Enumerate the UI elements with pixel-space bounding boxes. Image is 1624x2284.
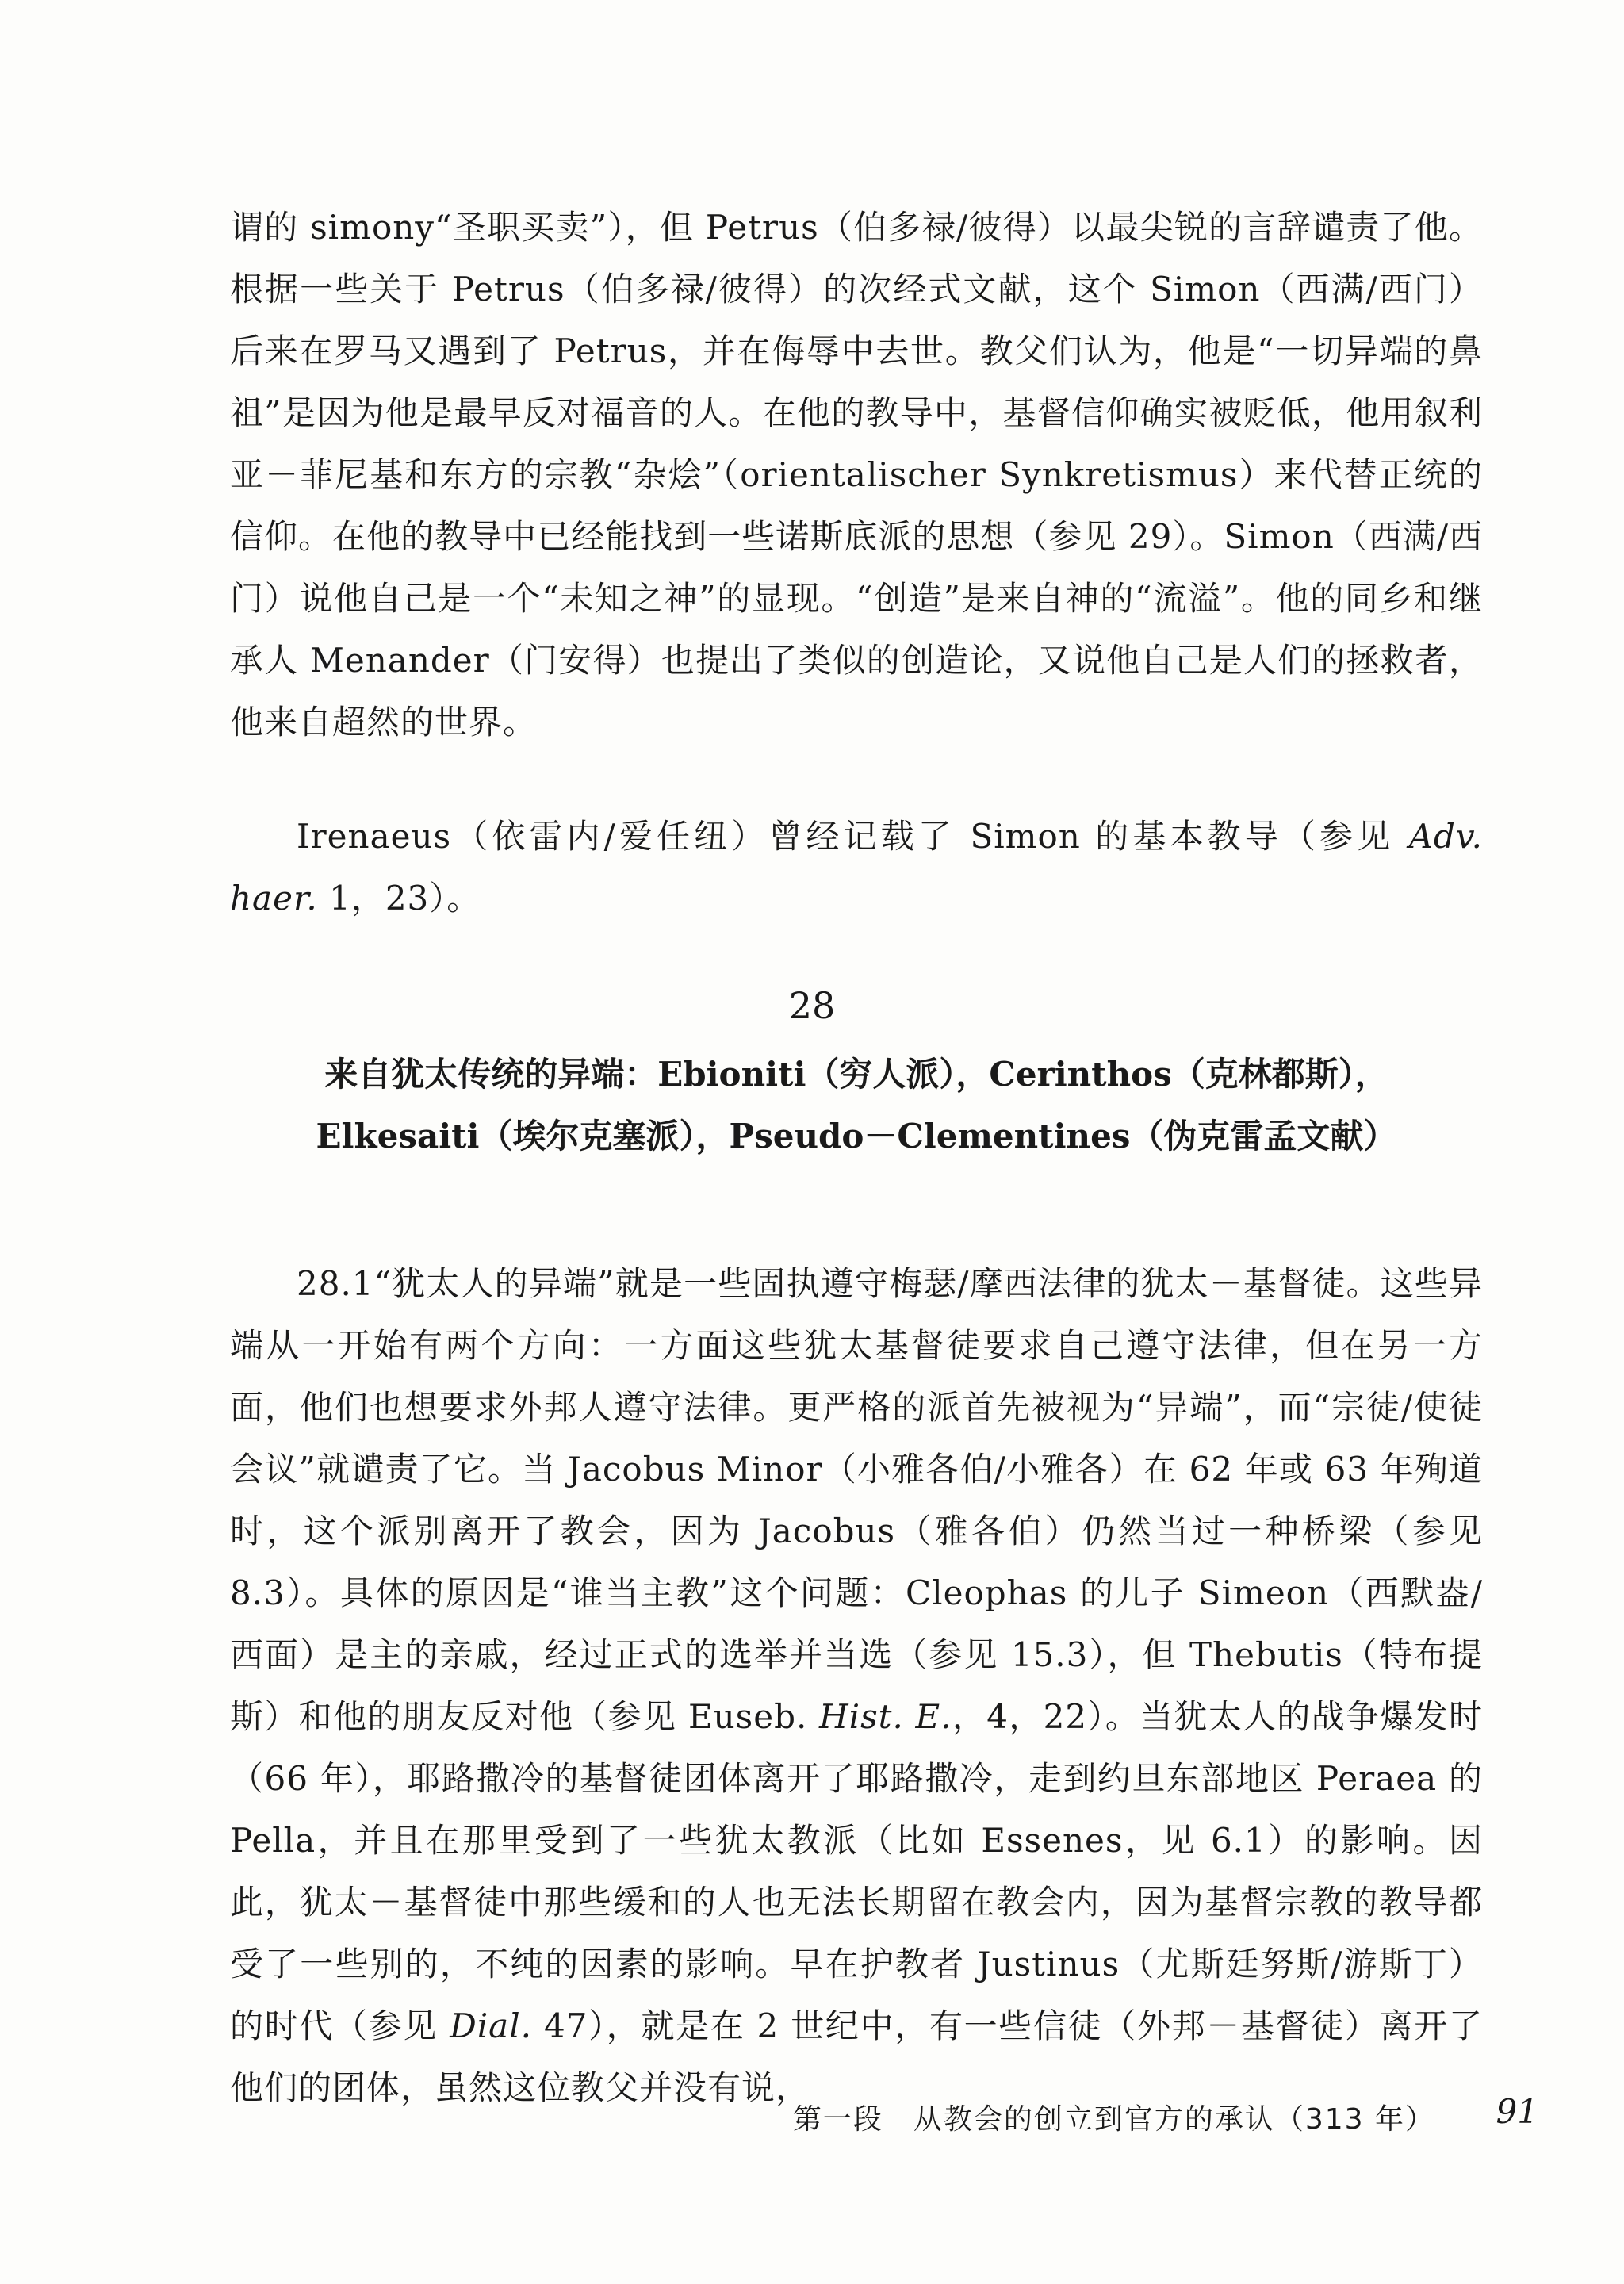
page-number: 91 (1496, 2092, 1538, 2131)
paragraph-continued (230, 197, 1483, 753)
footer-chapter-title: 第一段 从教会的创立到官方的承认（313 年） (792, 2103, 1435, 2136)
citation-italic: Hist. E. (819, 1697, 952, 1736)
paragraph-text-part: 47），就是在 2 世纪中，有一些信徒（外邦－基督徒）离开了他们的团体，虽然这位教父并没有说， (230, 2006, 1484, 2107)
citation-italic: Dial. (450, 2006, 532, 2045)
running-footer (230, 2092, 1538, 2140)
paragraph-text (230, 1253, 1483, 2119)
paragraph-28-1 (230, 1253, 1483, 2119)
paragraph-text-end: 1，23）。 (317, 879, 481, 918)
section-title-line: Elkesaiti（埃尔克塞派），Pseudo－Clementines（伪克雷孟文献） (316, 1117, 1397, 1155)
citation-italic: Adv. haer. (230, 817, 1483, 918)
section-title (230, 1044, 1483, 1167)
section-number: 28 (788, 984, 836, 1027)
paragraph-text-part: ，4，22）。当犹太人的战争爆发时（66 年），耶路撒冷的基督徒团体离开了耶路撒冷，走到约旦东部地区 Peraea 的 Pella，并且在那里受到了一些犹太教派（比如 Essenes，见 6.1）的影响。因此，犹太－基督徒中那些缓和的人也无法长期留在教会内，因为基督宗教的教导都受了一些别的，不纯的因素的影响。早在护教者 Justinus（尤斯廷努斯/游斯丁）的时代（参见 (230, 1697, 1484, 2045)
section-title-line: 来自犹太传统的异端：Ebioniti（穷人派），Cerinthos（克林都斯）， (324, 1055, 1388, 1094)
paragraph-irenaeus (230, 806, 1483, 929)
paragraph-text: 谓的 simony“圣职买卖”），但 Petrus（伯多禄/彼得）以最尖锐的言辞谴责了他。根据一些关于 Petrus（伯多禄/彼得）的次经式文献，这个 Simon（西满/西门）后来在罗马又遇到了 Petrus，并在侮辱中去世。教父们认为，他是“一切异端的鼻祖”是因为他是最早反对福音的人。在他的教导中，基督信仰确实被贬低，他用叙利亚－菲尼基和东方的宗教“杂烩”（orientalischer Synkretismus）来代替正统的信仰。在他的教导中已经能找到一些诺斯底派的思想（参见 29）。Simon（西满/西门）说他自己是一个“未知之神”的显现。“创造”是来自神的“流溢”。他的同乡和继承人 Menander（门安得）也提出了类似的创造论，又说他自己是人们的拯救者，他来自超然的世界。 (230, 208, 1483, 742)
paragraph-text-start: Irenaeus（依雷内/爱任纽）曾经记载了 Simon 的基本教导（参见 (297, 817, 1409, 856)
paragraph-text (230, 806, 1483, 929)
paragraph-text-part: 28.1“犹太人的异端”就是一些固执遵守梅瑟/摩西法律的犹太－基督徒。这些异端从一开始有两个方向：一方面这些犹太基督徒要求自己遵守法律，但在另一方面，他们也想要求外邦人遵守法律。更严格的派首先被视为“异端”，而“宗徒/使徒会议”就谴责了它。当 Jacobus Minor（小雅各伯/小雅各）在 62 年或 63 年殉道时，这个派别离开了教会，因为 Jacobus（雅各伯）仍然当过一种桥梁（参见 8.3）。具体的原因是“谁当主教”这个问题：Cleophas 的儿子 Simeon（西默盎/西面）是主的亲戚，经过正式的选举并当选（参见 15.3），但 Thebutis（特布提斯）和他的朋友反对他（参见 Euseb. (230, 1264, 1483, 1736)
